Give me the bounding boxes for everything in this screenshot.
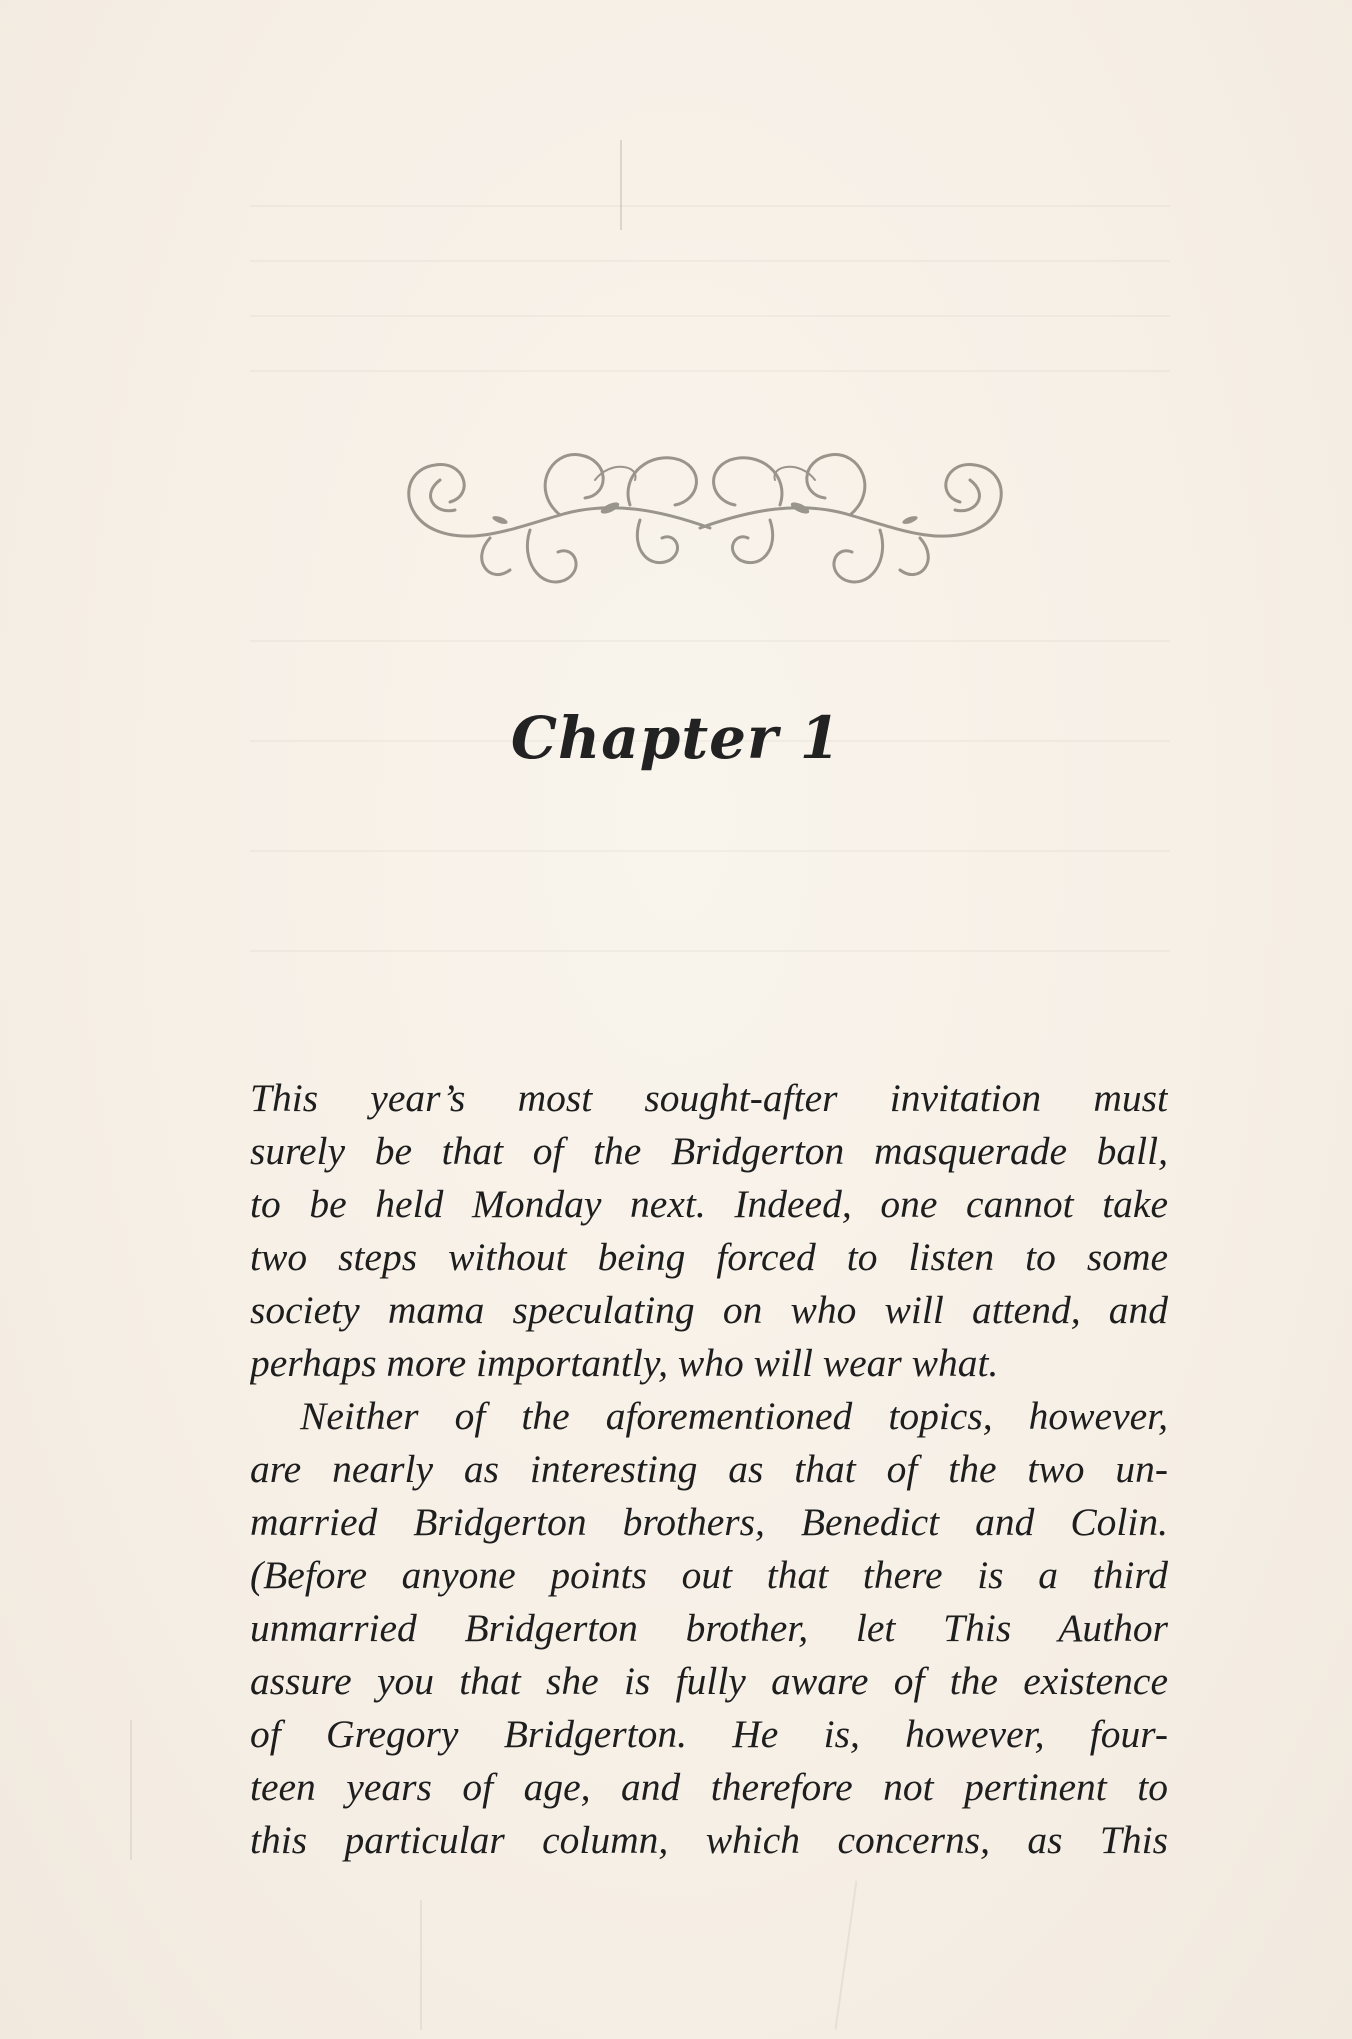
text-line: perhaps more importantly, who will wear what. <box>250 1341 999 1385</box>
show-through-line <box>250 950 1170 952</box>
show-through-line <box>250 640 1170 642</box>
text-line: assure you that she is fully aware of the existence <box>250 1659 1168 1703</box>
text-line: are nearly as interesting as that of the two un- <box>250 1447 1168 1491</box>
text-line: (Before anyone points out that there is a third <box>250 1553 1168 1597</box>
text-line: surely be that of the Bridgerton masquerade ball, <box>250 1129 1168 1173</box>
chapter-title: Chapter 1 <box>510 703 842 772</box>
text-line: two steps without being forced to listen to some <box>250 1235 1168 1279</box>
paper-crease <box>130 1720 132 1860</box>
paper-crease <box>835 1881 858 2030</box>
show-through-line <box>250 315 1170 317</box>
text-line: unmarried Bridgerton brother, let This Author <box>250 1606 1168 1650</box>
chapter-body <box>250 1072 1168 1867</box>
paragraph-2 <box>250 1390 1168 1867</box>
show-through-line <box>250 260 1170 262</box>
text-line: of Gregory Bridgerton. He is, however, four- <box>250 1712 1168 1756</box>
text-line: married Bridgerton brothers, Benedict and Colin. <box>250 1500 1168 1544</box>
text-line: society mama speculating on who will attend, and <box>250 1288 1168 1332</box>
text-line: this particular column, which concerns, as This <box>250 1818 1168 1862</box>
text-line: to be held Monday next. Indeed, one cannot take <box>250 1182 1168 1226</box>
text-line: teen years of age, and therefore not pertinent to <box>250 1765 1168 1809</box>
show-through-line <box>250 370 1170 372</box>
text-line: Neither of the aforementioned topics, however, <box>300 1394 1168 1438</box>
show-through-line <box>250 205 1170 207</box>
paper-crease <box>620 140 622 230</box>
paper-crease <box>420 1900 422 2030</box>
paragraph-1 <box>250 1072 1168 1390</box>
text-line: This year’s most sought-after invitation must <box>250 1076 1168 1120</box>
show-through-line <box>250 850 1170 852</box>
floral-flourish-icon <box>380 420 1030 620</box>
